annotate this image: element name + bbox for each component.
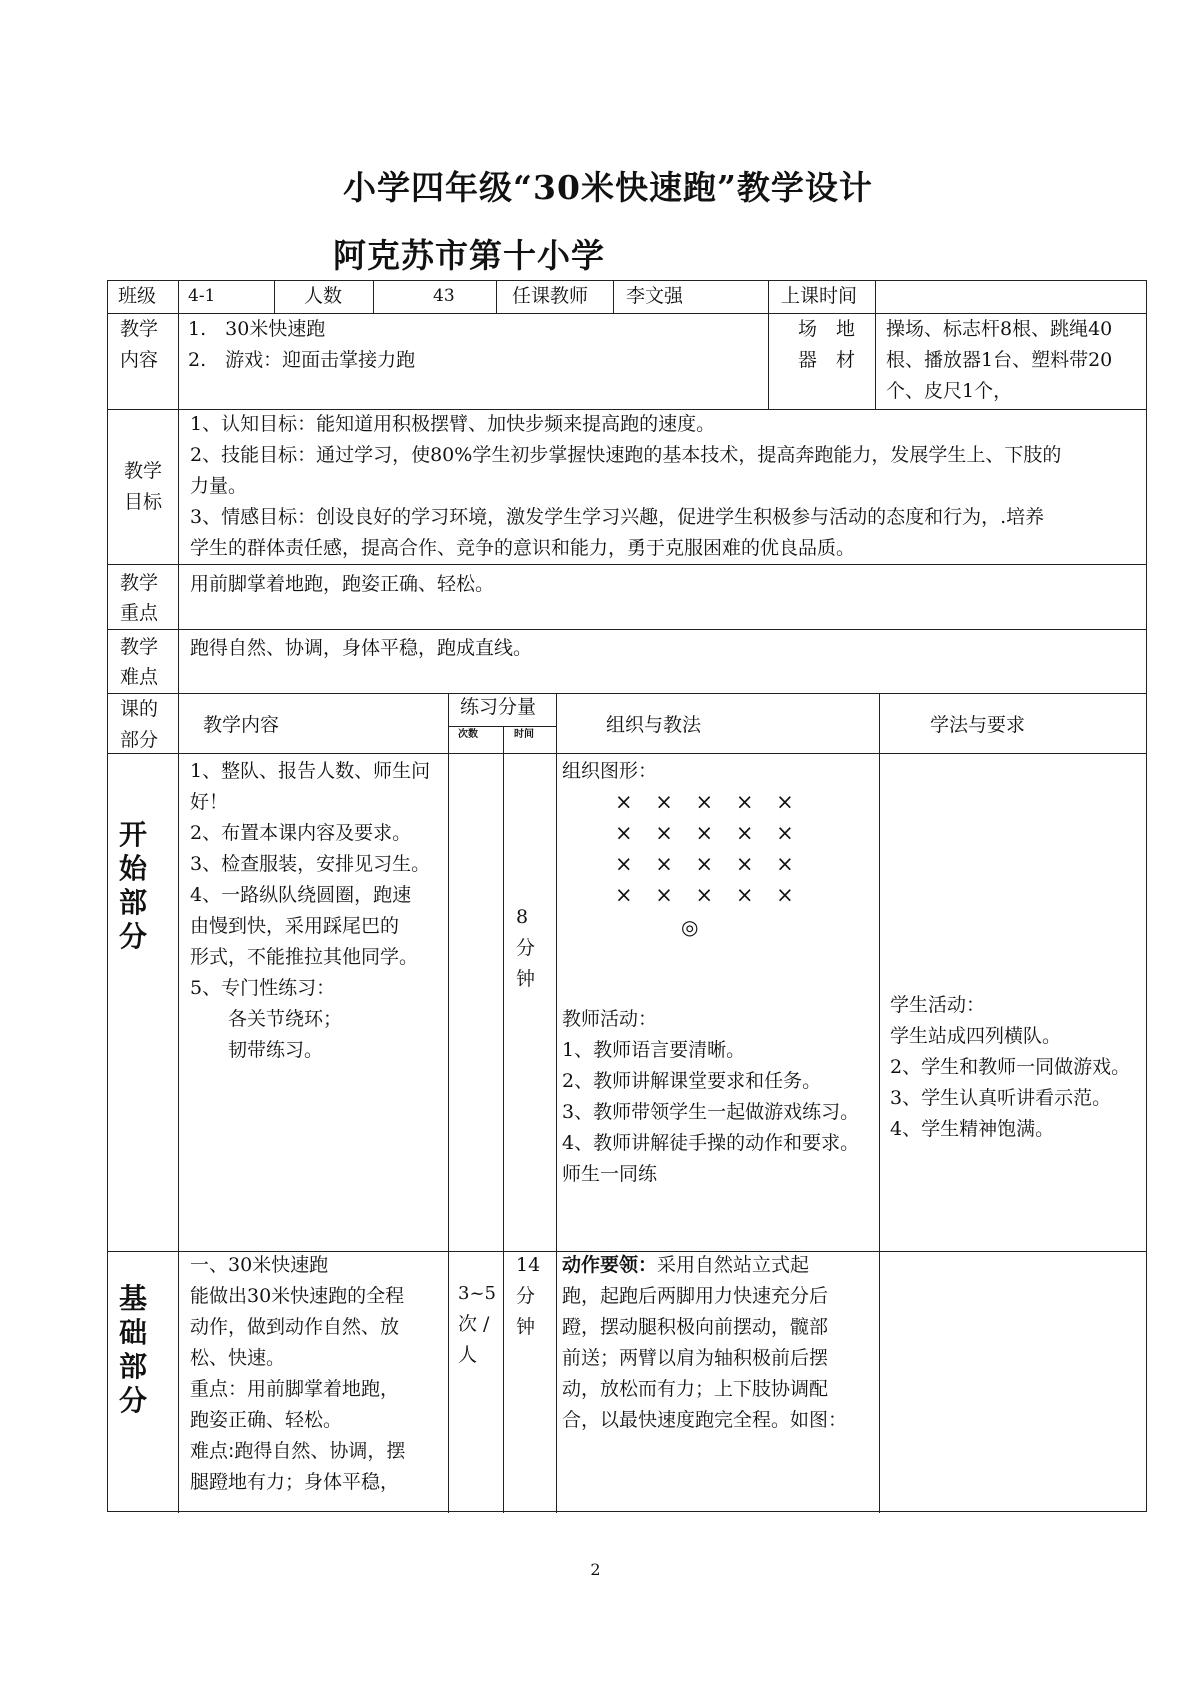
difficulty-label: 教学 — [120, 636, 159, 658]
part-header: 课的 — [120, 698, 159, 720]
difficulty-text: 跑得自然、协调，身体平稳，跑成直线。 — [190, 637, 533, 659]
activity-line: 师生一同练 — [562, 1163, 658, 1185]
content-line: 5、专门性练习： — [190, 977, 336, 999]
section-char: 基 — [118, 1282, 147, 1315]
venue-equipment: 操场、标志杆8根、跳绳40 — [886, 318, 1113, 340]
content-line: 2、布置本课内容及要求。 — [190, 822, 412, 844]
activity-line: 4、学生精神饱满。 — [890, 1118, 1055, 1140]
key-line: 重点：用前脚掌着地跑， — [190, 1378, 400, 1400]
method-header: 组织与教法 — [606, 714, 702, 736]
content-line: 各关节绕环； — [190, 1008, 343, 1030]
col-divider — [879, 693, 880, 1513]
difficulty-line: 难点:跑得自然、协调，摆 — [190, 1440, 406, 1462]
difficulty-line: 腿蹬地有力；身体平稳， — [190, 1471, 400, 1493]
content-item: 2. 游戏：迎面击掌接力跑 — [188, 349, 416, 371]
formation-row: × × × × × — [615, 883, 802, 907]
key-point-label: 教学 — [120, 572, 159, 594]
formation-row: × × × × × — [615, 852, 802, 876]
teacher-position-mark: ◎ — [681, 915, 699, 939]
section-char: 部 — [118, 1350, 147, 1383]
section-char: 始 — [118, 852, 147, 885]
content-line: 1、整队、报告人数、师生问 — [190, 760, 431, 782]
count-label: 人数 — [304, 285, 343, 307]
goal-line: 3、情感目标：创设良好的学习环境，激发学生学习兴趣，促进学生积极参与活动的态度和行为，.培养 — [190, 506, 1045, 528]
duration-char: 钟 — [516, 968, 536, 990]
goal-line: 1、认知目标：能知道用积极摆臂、加快步频来提高跑的速度。 — [190, 413, 716, 435]
times-line: 3~5 — [458, 1283, 496, 1304]
activity-line: 2、学生和教师一同做游戏。 — [890, 1056, 1131, 1078]
content-line: 韧带练习。 — [190, 1039, 324, 1061]
venue-equipment: 个、皮尺1个， — [886, 380, 1013, 402]
method-line: 跑，起跑后两脚用力快速充分后 — [562, 1285, 829, 1307]
col-divider — [448, 693, 449, 1513]
method-heading: 动作要领： — [562, 1254, 658, 1276]
activity-line: 学生活动： — [890, 994, 986, 1016]
times-line: 人 — [458, 1344, 478, 1366]
col-divider — [768, 281, 769, 313]
method-line: 前送；两臂以肩为轴积极前后摆 — [562, 1347, 829, 1369]
key-point-label: 重点 — [120, 602, 159, 624]
section-basic-label — [116, 1282, 150, 1418]
duration-char: 8 — [516, 906, 529, 928]
duration-char: 分 — [516, 1285, 536, 1307]
section-char: 开 — [118, 818, 147, 851]
times-header: 次数 — [458, 729, 478, 740]
method-line: 合，以最快速度跑完全程。如图： — [562, 1409, 848, 1431]
content-line: 一、30米快速跑 — [190, 1254, 329, 1276]
venue-label: 场 地 — [798, 318, 856, 340]
times-line: 次 / — [458, 1313, 490, 1335]
col-divider — [875, 313, 876, 409]
school-name: 阿克苏市第十小学 — [333, 236, 605, 275]
part-header: 部分 — [120, 729, 159, 751]
formation-label: 组织图形： — [562, 760, 658, 782]
goals-label: 目标 — [124, 491, 163, 513]
row-divider — [448, 726, 556, 727]
content-line: 由慢到快，采用踩尾巴的 — [190, 915, 400, 937]
activity-line: 3、学生认真听讲看示范。 — [890, 1087, 1112, 1109]
content-line: 好！ — [190, 791, 229, 813]
col-divider — [274, 281, 275, 313]
section-char: 础 — [118, 1316, 147, 1349]
content-line: 松、快速。 — [190, 1347, 286, 1369]
col-divider — [496, 281, 497, 313]
activity-line: 3、教师带领学生一起做游戏练习。 — [562, 1101, 860, 1123]
formation-row: × × × × × — [615, 821, 802, 845]
goal-line: 力量。 — [190, 475, 248, 497]
formation-row: × × × × × — [615, 790, 802, 814]
activity-line: 1、教师语言要清晰。 — [562, 1039, 746, 1061]
difficulty-label: 难点 — [120, 666, 159, 688]
content-line: 动作，做到动作自然、放 — [190, 1316, 400, 1338]
content-line: 能做出30米快速跑的全程 — [190, 1285, 405, 1307]
row-divider — [108, 629, 1146, 630]
col-divider — [768, 313, 769, 409]
method-line: 动，放松而有力；上下肢协调配 — [562, 1378, 829, 1400]
section-char: 部 — [118, 886, 147, 919]
content-line: 形式，不能推拉其他同学。 — [190, 946, 419, 968]
col-divider — [373, 281, 374, 313]
teacher-label: 任课教师 — [512, 285, 589, 307]
duration-char: 钟 — [516, 1316, 536, 1338]
section-char: 分 — [118, 920, 147, 953]
activity-line: 学生站成四列横队。 — [890, 1025, 1062, 1047]
row-divider — [108, 753, 1146, 754]
goal-line: 2、技能目标：通过学习，使80%学生初步掌握快速跑的基本技术，提高奔跑能力，发展学生上、下肢的 — [190, 444, 1062, 466]
duration-header: 时间 — [514, 729, 534, 740]
duration-char: 分 — [516, 937, 536, 959]
lesson-time-label: 上课时间 — [781, 285, 858, 307]
content-line: 3、检查服装，安排见习生。 — [190, 853, 431, 875]
content-line: 4、一路纵队绕圆圈，跑速 — [190, 884, 412, 906]
col-divider — [613, 281, 614, 313]
count-value: 43 — [433, 286, 455, 306]
teacher-name: 李文强 — [626, 285, 684, 307]
activity-line: 教师活动： — [562, 1008, 658, 1030]
key-line: 跑姿正确、轻松。 — [190, 1409, 343, 1431]
content-header: 教学内容 — [203, 714, 280, 736]
key-point-text: 用前脚掌着地跑，跑姿正确、轻松。 — [190, 573, 495, 595]
row-divider — [108, 564, 1146, 565]
venue-label: 器 材 — [798, 349, 856, 371]
load-header: 练习分量 — [460, 696, 537, 718]
document-title: 小学四年级“30米快速跑”教学设计 — [343, 168, 873, 207]
section-start-label — [116, 818, 150, 954]
row-divider — [108, 693, 1146, 694]
activity-line: 2、教师讲解课堂要求和任务。 — [562, 1070, 822, 1092]
requirement-header: 学法与要求 — [930, 714, 1026, 736]
duration-char: 14 — [516, 1254, 541, 1276]
class-value: 4-1 — [188, 286, 216, 306]
col-divider — [875, 281, 876, 313]
page-number: 2 — [590, 1560, 601, 1579]
activity-line: 4、教师讲解徒手操的动作和要求。 — [562, 1132, 860, 1154]
venue-equipment: 根、播放器1台、塑料带20 — [886, 349, 1113, 371]
col-divider — [178, 313, 179, 693]
col-divider — [503, 726, 504, 1513]
class-label: 班级 — [118, 285, 157, 307]
col-divider — [556, 693, 557, 1513]
col-divider — [178, 281, 179, 313]
method-line: 采用自然站立式起 — [657, 1254, 810, 1276]
content-item: 1. 30米快速跑 — [188, 318, 326, 340]
content-label: 教学 — [120, 318, 159, 340]
method-line: 蹬，摆动腿积极向前摆动，髋部 — [562, 1316, 829, 1338]
goals-label: 教学 — [124, 460, 163, 482]
section-char: 分 — [118, 1384, 147, 1417]
goal-line: 学生的群体责任感，提高合作、竞争的意识和能力，勇于克服困难的优良品质。 — [190, 537, 856, 559]
content-label: 内容 — [120, 349, 159, 371]
col-divider — [178, 693, 179, 1513]
